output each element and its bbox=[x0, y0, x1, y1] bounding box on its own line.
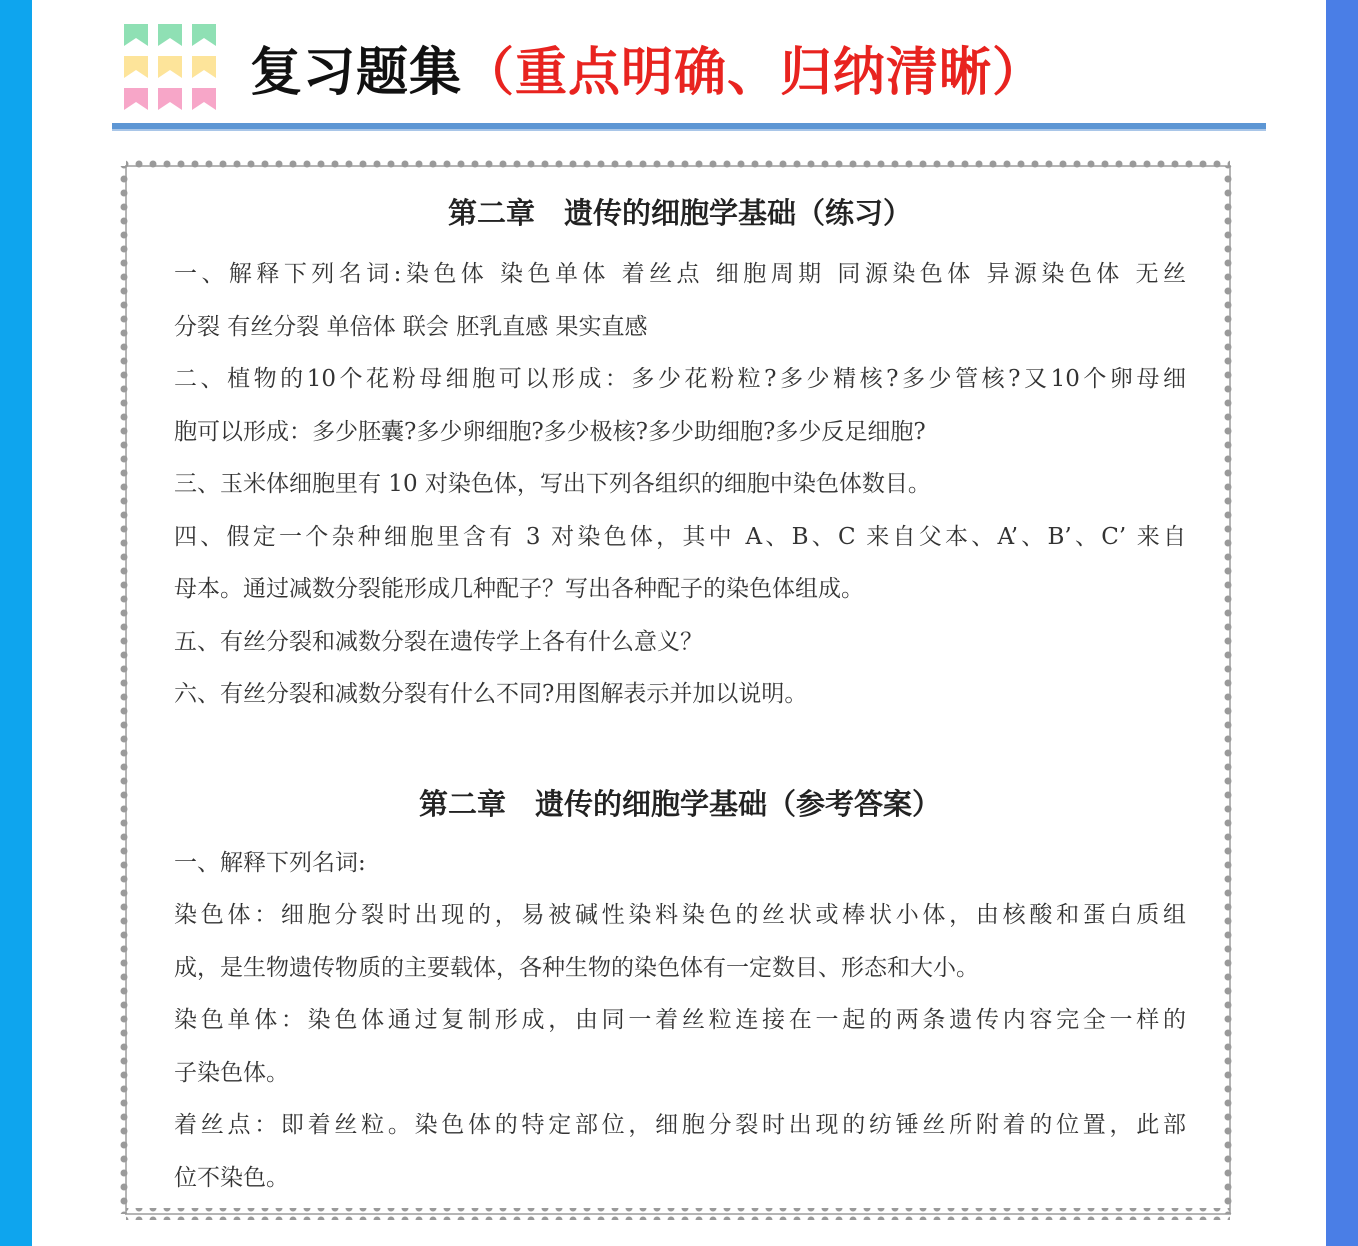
bunting-flags-icon bbox=[122, 20, 218, 116]
left-side-bar bbox=[0, 0, 32, 1246]
practice-line: 三、玉米体细胞里有 10 对染色体，写出下列各组织的细胞中染色体数目。 bbox=[174, 471, 931, 497]
document-content bbox=[174, 188, 1186, 1204]
practice-line: 一、解释下列名词:染色体 染色单体 着丝点 细胞周期 同源染色体 异源染色体 无丝 bbox=[174, 261, 1186, 287]
practice-line: 五、有丝分裂和减数分裂在遗传学上各有什么意义？ bbox=[174, 628, 703, 655]
header bbox=[112, 10, 1266, 130]
answer-line: 一、解释下列名词: bbox=[174, 849, 366, 876]
practice-line: 四、假定一个杂种细胞里含有 3 对染色体，其中 A、B、C 来自父本、A’、B’、C’ 来自 bbox=[174, 523, 1186, 550]
practice-line: 胞可以形成：多少胚囊?多少卵细胞?多少极核?多少助细胞?多少反足细胞? bbox=[174, 418, 926, 445]
right-side-bar bbox=[1326, 0, 1358, 1246]
answer-line: 子染色体。 bbox=[174, 1059, 289, 1086]
practice-title: 第二章 遗传的细胞学基础（练习） bbox=[447, 196, 912, 230]
practice-line: 六、有丝分裂和减数分裂有什么不同?用图解表示并加以说明。 bbox=[174, 681, 808, 707]
answer-line: 位不染色。 bbox=[174, 1164, 289, 1191]
answer-line: 染色体：细胞分裂时出现的，易被碱性染料染色的丝状或棒状小体，由核酸和蛋白质组 bbox=[174, 902, 1186, 928]
answers-title: 第二章 遗传的细胞学基础（参考答案） bbox=[418, 786, 941, 821]
practice-line: 分裂 有丝分裂 单倍体 联会 胚乳直感 果实直感 bbox=[174, 313, 648, 340]
document-card bbox=[118, 158, 1238, 1222]
practice-line: 二、植物的10个花粉母细胞可以形成：多少花粉粒?多少精核?多少管核?又10个卵母细 bbox=[174, 366, 1186, 392]
heading-main: 复习题集 bbox=[250, 43, 463, 103]
page-heading bbox=[250, 30, 1045, 105]
answer-line: 着丝点：即着丝粒。染色体的特定部位，细胞分裂时出现的纺锤丝所附着的位置，此部 bbox=[174, 1112, 1186, 1138]
answer-line: 染色单体：染色体通过复制形成，由同一着丝粒连接在一起的两条遗传内容完全一样的 bbox=[174, 1007, 1186, 1033]
answer-line: 成，是生物遗传物质的主要载体，各种生物的染色体有一定数目、形态和大小。 bbox=[174, 954, 979, 981]
heading-subtitle: （重点明确、归纳清晰） bbox=[462, 43, 1046, 103]
practice-line: 母本。通过减数分裂能形成几种配子？写出各种配子的染色体组成。 bbox=[174, 576, 864, 602]
header-divider bbox=[112, 123, 1266, 131]
